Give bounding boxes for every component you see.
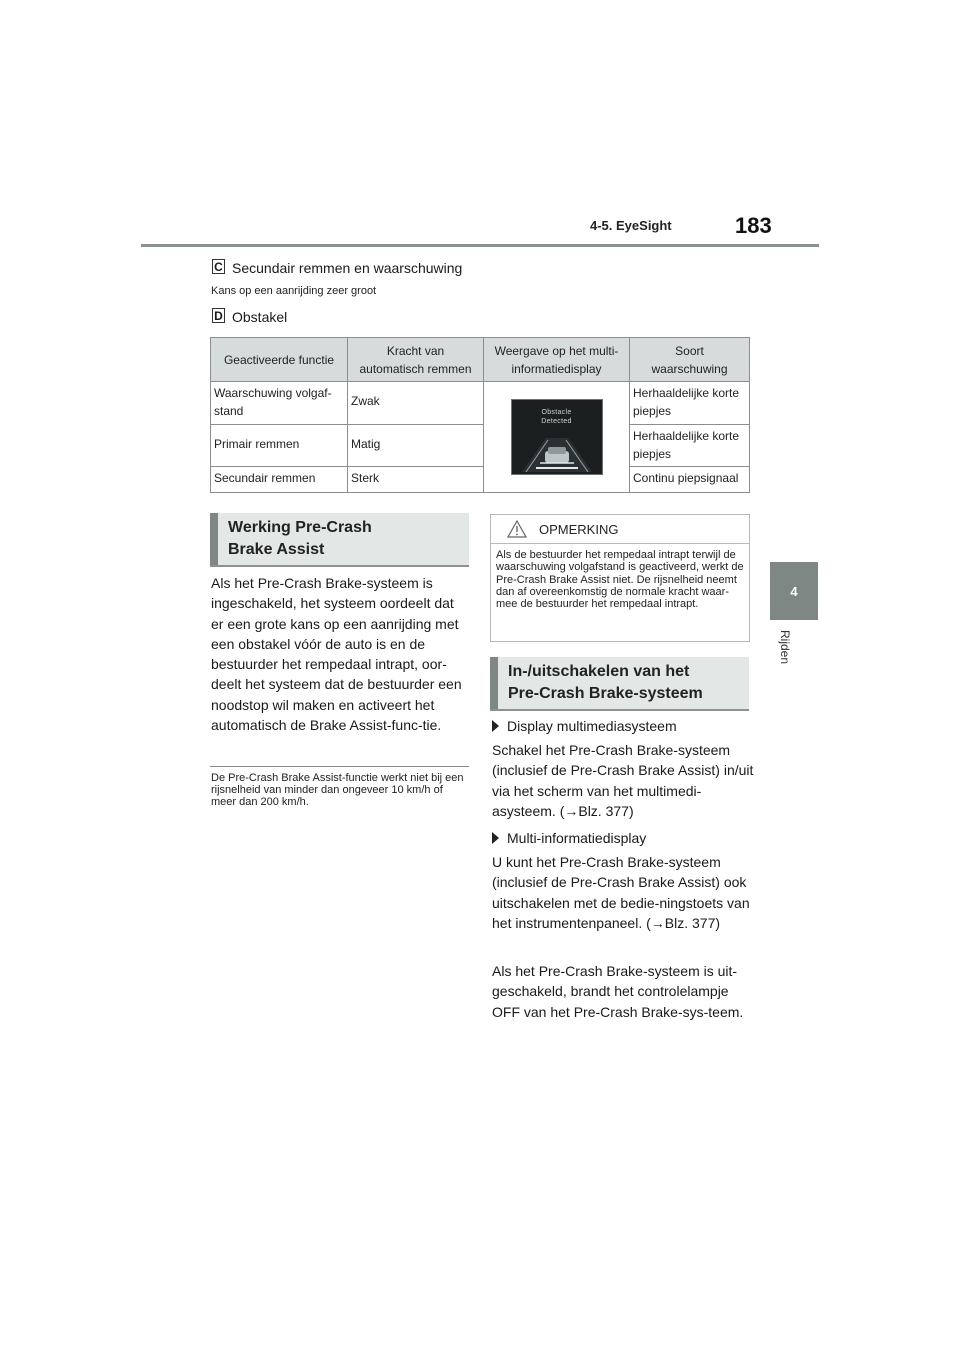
table-cell-function: Secundair remmen [210,466,348,493]
table-cell-function: Primair remmen [210,424,348,467]
heading-line: Pre-Crash Brake-systeem [508,685,703,702]
car-road-icon [512,434,602,474]
arrow-right-icon [492,720,499,732]
page-number: 183 [735,213,772,238]
table-cell-warning: Herhaaldelijke korte piepjes [629,424,750,467]
chapter-tab: 4 [770,562,818,620]
letter-box-d: D [212,308,225,323]
werking-body-text: Als het Pre-Crash Brake-systeem is ingeschakeld, het systeem oordeelt dat er een grote kans op een aanrijding met een obstakel vóór de auto is en de bestuurder het rempedaal intrapt, oor-deelt het systeem dat de bestuurder een noodstop wil maken en activeert het automatisch de Brake Assist-func-tie. [211,575,462,734]
table-cell-force: Matig [347,424,484,467]
section-heading-werking [210,513,469,566]
footnote-text: De Pre-Crash Brake Assist-functie werkt niet bij een rijsnelheid van minder dan ongeveer 10 km/h of meer dan 200 km/h. [211,772,464,808]
obstacle-detected-display-graphic [511,399,603,475]
table-cell-force: Sterk [347,466,484,493]
table-cell-function: Waarschuwing volgaf-stand [210,381,348,425]
table-cell-force: Zwak [347,381,484,425]
heading-line: Brake Assist [228,541,325,558]
display-text-line2: Detected [541,418,572,425]
section-rule [490,709,749,711]
paragraph: Als het Pre-Crash Brake-systeem is uit-geschakeld, brandt het controlelampje OFF van het Pre-Crash Brake-sys-teem. [492,963,744,1020]
item-c-title: Secundair remmen en waarschuwing [232,260,463,276]
table-cell-display-image [483,381,630,493]
table-cell-warning: Herhaaldelijke korte piepjes [629,381,750,425]
paragraph: Schakel het Pre-Crash Brake-systeem (inclusief de Pre-Crash Brake Assist) in/uit via het scherm van het multimedi-asysteem. (→Blz. 377) [492,742,754,819]
section-label: 4-5. EyeSight [590,218,672,233]
table-header-display: Weergave op het multi-informatiedisplay [483,337,630,382]
note-box [490,514,750,642]
bullet-item [492,718,677,734]
note-header [491,515,749,544]
heading-line: Werking Pre-Crash [228,519,372,536]
bullet-label: Multi-informatiedisplay [507,830,647,846]
section-rule [210,565,469,567]
bullet-item [492,830,646,846]
table-header-force: Kracht van automatisch remmen [347,337,484,382]
item-c-subtitle: Kans op een aanrijding zeer groot [211,285,377,297]
heading-line: In-/uitschakelen van het [508,663,690,680]
header-rule [141,244,819,247]
arrow-right-icon [492,832,499,844]
table-header-warning: Soort waarschuwing [629,337,750,382]
footnote-rule [210,766,469,767]
letter-box-c: C [212,259,225,274]
section-heading-inuit [490,657,749,710]
note-text: Als de bestuurder het rempedaal intrapt terwijl de waarschuwing volgafstand is geactiveerd, werkt de Pre-Crash Brake Assist niet. De rijsnelheid neemt dan af overeenkomstig de normale kracht waar-mee de bestuurder het rempedaal intrapt. [496,549,744,611]
bullet-label: Display multimediasysteem [507,718,677,734]
table-cell-warning: Continu piepsignaal [629,466,750,493]
paragraph: U kunt het Pre-Crash Brake-systeem (inclusief de Pre-Crash Brake Assist) ook uitschakelen met de bedie-ningstoets van het instrumentenpaneel. (→Blz. 377) [492,854,750,931]
warning-triangle-icon [507,520,527,538]
note-title: OPMERKING [539,522,619,537]
item-d-title: Obstakel [232,309,288,325]
display-text-line1: Obstacle [541,409,572,416]
chapter-name: Rijden [778,630,792,665]
table-header-function: Geactiveerde functie [210,337,348,382]
warning-table [210,337,750,493]
